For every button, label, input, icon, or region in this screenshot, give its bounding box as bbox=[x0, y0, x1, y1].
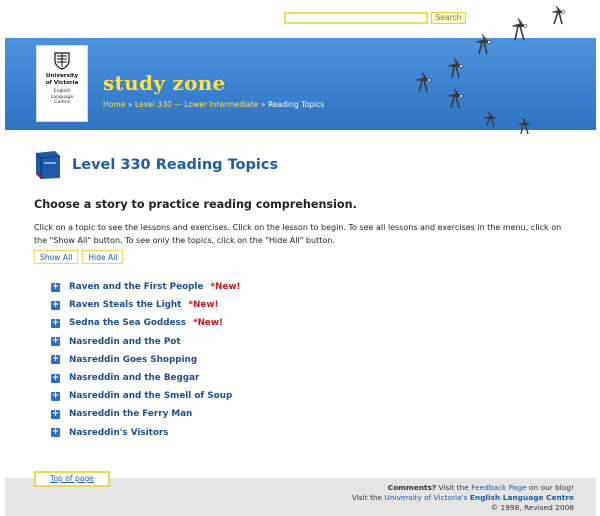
plus-icon[interactable]: + bbox=[51, 299, 60, 310]
list-item bbox=[51, 387, 240, 405]
topic-link[interactable]: Nasreddin and the Beggar bbox=[69, 373, 200, 384]
header-banner bbox=[5, 38, 596, 130]
plus-icon[interactable]: + bbox=[51, 408, 60, 419]
copyright: © 1998, Revised 2008 bbox=[490, 503, 574, 512]
book-icon bbox=[33, 150, 63, 180]
elc-link[interactable]: English Language Centre bbox=[469, 493, 574, 502]
topic-link[interactable]: Nasreddin and the Smell of Soup bbox=[69, 391, 233, 402]
search-bar bbox=[284, 12, 466, 24]
search-button[interactable]: Search bbox=[431, 12, 466, 24]
plus-icon[interactable]: + bbox=[51, 372, 60, 383]
top-of-page-button[interactable]: Top of page bbox=[34, 471, 110, 487]
list-item bbox=[51, 278, 240, 296]
list-item bbox=[51, 351, 240, 369]
topic-link[interactable]: Nasreddin Goes Shopping bbox=[69, 354, 198, 365]
hide-all-button[interactable]: Hide All bbox=[82, 250, 123, 264]
toggle-buttons bbox=[34, 250, 123, 264]
breadcrumb bbox=[103, 100, 324, 109]
section-subheading: Choose a story to practice reading comprehension. bbox=[34, 198, 357, 211]
breadcrumb-separator: » bbox=[258, 100, 268, 109]
university-logo[interactable] bbox=[36, 45, 88, 122]
topic-link[interactable]: Nasreddin's Visitors bbox=[69, 427, 169, 438]
footer-text: Visit the bbox=[436, 483, 472, 492]
logo-university-text: University of Victoria bbox=[45, 73, 79, 86]
footer-comments-line bbox=[388, 483, 574, 492]
list-item bbox=[51, 296, 240, 314]
new-badge: *New! bbox=[188, 300, 219, 311]
topic-list bbox=[51, 278, 240, 442]
intro-text: Click on a topic to see the lessons and exercises. Click on the lesson to begin. To see all lessons and exercises in the menu, click on the "Show All" button. To see only the topics, click on the "Hide All" button. bbox=[34, 223, 562, 245]
footer-text: on our blog! bbox=[526, 483, 574, 492]
site-title: study zone bbox=[103, 71, 226, 95]
plus-icon[interactable]: + bbox=[51, 336, 60, 347]
list-item bbox=[51, 424, 240, 442]
plus-icon[interactable]: + bbox=[51, 427, 60, 438]
topic-link[interactable]: Nasreddin and the Pot bbox=[69, 336, 181, 347]
topic-link[interactable]: Nasreddin the Ferry Man bbox=[69, 409, 193, 420]
comments-label: Comments? bbox=[387, 483, 437, 492]
logo-elc-text: English Language Centre bbox=[50, 89, 74, 106]
plus-icon[interactable]: + bbox=[51, 390, 60, 401]
topic-link[interactable]: Raven Steals the Light bbox=[69, 300, 182, 311]
feedback-link[interactable]: Feedback Page bbox=[471, 483, 527, 492]
page-title: Level 330 Reading Topics bbox=[72, 157, 279, 173]
goose-icon bbox=[512, 18, 526, 40]
list-item bbox=[51, 405, 240, 423]
topic-link[interactable]: Raven and the First People bbox=[69, 282, 204, 293]
uvic-link[interactable]: University of Victoria's bbox=[384, 493, 468, 502]
page-title-row bbox=[33, 150, 278, 180]
new-badge: *New! bbox=[210, 282, 241, 293]
list-item bbox=[51, 314, 240, 332]
footer-text: Visit the bbox=[351, 493, 385, 502]
breadcrumb-current: Reading Topics bbox=[267, 100, 325, 109]
plus-icon[interactable]: + bbox=[51, 281, 60, 292]
topic-link[interactable]: Sedna the Sea Goddess bbox=[69, 318, 186, 329]
breadcrumb-home[interactable]: Home bbox=[103, 100, 126, 109]
footer-visit-line bbox=[352, 493, 574, 502]
new-badge: *New! bbox=[192, 318, 224, 329]
list-item bbox=[51, 333, 240, 351]
list-item bbox=[51, 369, 240, 387]
breadcrumb-level[interactable]: Level 330 — Lower Intermediate bbox=[134, 100, 259, 109]
breadcrumb-separator: » bbox=[125, 100, 135, 109]
plus-icon[interactable]: + bbox=[51, 317, 60, 328]
show-all-button[interactable]: Show All bbox=[34, 250, 78, 264]
search-input[interactable] bbox=[284, 12, 428, 24]
goose-icon bbox=[552, 6, 564, 24]
plus-icon[interactable]: + bbox=[51, 354, 60, 365]
shield-icon bbox=[54, 52, 70, 70]
